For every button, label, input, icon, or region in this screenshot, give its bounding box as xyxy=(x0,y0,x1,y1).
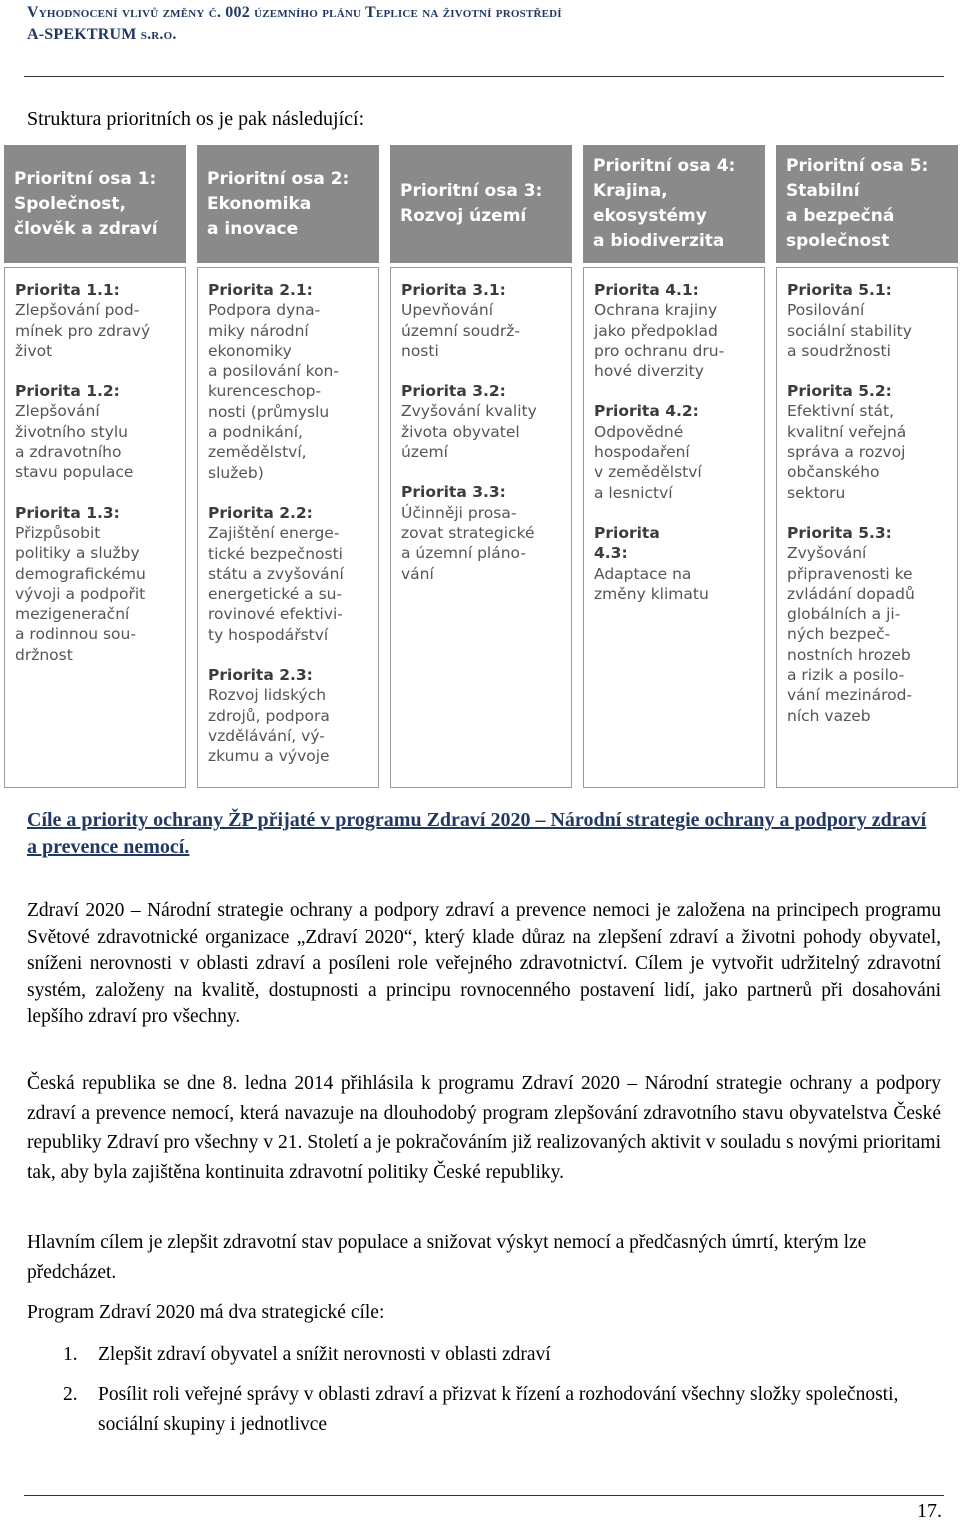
priority-title: Priorita 2.3: xyxy=(208,666,313,685)
axis-priorities xyxy=(390,267,572,788)
page-number: 17. xyxy=(917,1500,942,1522)
priority-text: Rozvoj lidských zdrojů, podpora vzdělávání, vý- zkumu a vývoje xyxy=(208,686,330,766)
priority-title: Priorita 5.1: xyxy=(787,281,892,299)
axis-header-line: a bezpečná xyxy=(786,206,895,226)
axis-header xyxy=(583,145,765,263)
paragraph-4: Program Zdraví 2020 má dva strategické cíle: xyxy=(27,1302,385,1323)
axis-header-line: Společnost, xyxy=(14,193,127,214)
section-title: Cíle a priority ochrany ŽP přijaté v programu Zdraví 2020 – Národní strategie ochrany a podpory zdraví a prevence nemocí. xyxy=(27,809,927,858)
priority-text: Přizpůsobit politiky a služby demografickému vývoji a podpořit mezigenerační a rodinnou sou- držnost xyxy=(15,523,146,664)
list-item xyxy=(27,1380,941,1440)
priority-title: Priorita 2.2: xyxy=(208,503,313,522)
priority-item xyxy=(787,280,949,361)
priority-title: Priorita 2.1: xyxy=(208,281,313,299)
priority-item xyxy=(401,482,563,583)
priority-text: Ochrana krajiny jako předpoklad pro ochranu dru- hové diverzity xyxy=(594,301,725,381)
paragraph-3: Hlavním cílem je zlepšit zdravotní stav populace a snižovat výskyt nemocí a předčasných úmrtí, kterým lze předcházet. xyxy=(27,1232,867,1283)
axis-header-line: a inovace xyxy=(207,218,299,239)
axis-column xyxy=(583,145,765,790)
paragraph-2: Česká republika se dne 8. ledna 2014 přihlásila k programu Zdraví 2020 – Národní strategie ochrany a podpory zdraví a prevence nemocí, která navazuje na dlouhodobý program zlepšování zdravotního stavu obyvatelstva České republiky Zdraví pro všechny v 21. Století a je pokračováním již realizovaných aktivit v souladu s novými prioritami tak, aby byla zajištěna kontinuita zdravotní politiky České republiky. xyxy=(27,1073,941,1183)
priority-axes-diagram xyxy=(4,145,956,790)
axis-header-line: ekosystémy xyxy=(593,206,707,226)
priority-title: Priorita 3.1: xyxy=(401,281,506,299)
axis-column xyxy=(197,145,379,790)
priority-text: Odpovědné hospodaření v zemědělství a lesnictví xyxy=(594,422,702,502)
priority-item xyxy=(594,280,756,381)
priority-item xyxy=(787,381,949,503)
axis-header xyxy=(776,145,958,263)
priority-title: Priorita 3.2: xyxy=(401,382,506,401)
axis-column xyxy=(776,145,958,790)
axis-header-line: Prioritní osa 5: xyxy=(786,156,929,176)
priority-text: Adaptace na změny klimatu xyxy=(594,564,709,603)
priority-item xyxy=(594,401,756,502)
axis-header xyxy=(197,145,379,263)
axis-column xyxy=(4,145,186,790)
priority-title: Priorita 3.3: xyxy=(401,483,506,502)
axis-column xyxy=(390,145,572,790)
page-header xyxy=(27,2,947,46)
axis-priorities xyxy=(583,267,765,788)
priority-item xyxy=(15,280,177,361)
footer-divider xyxy=(24,1495,944,1496)
priority-text: Zajištění energe- tické bezpečnosti státu a zvyšování energetické a su- rovinové efektivi- ty hospodářství xyxy=(208,524,344,644)
priority-title: Priorita 5.3: xyxy=(787,523,892,542)
axis-header-line: Prioritní osa 2: xyxy=(207,168,350,189)
axis-header-line: Rozvoj území xyxy=(400,206,527,226)
priority-item xyxy=(15,503,177,665)
intro-text: Struktura prioritních os je pak následující: xyxy=(27,108,365,130)
priority-title: Priorita 1.3: xyxy=(15,503,120,522)
axis-header-line: Krajina, xyxy=(593,181,668,201)
paragraph-1: Zdraví 2020 – Národní strategie ochrany a podpory zdraví a prevence nemoci je založena na principech programu Světové zdravotnické organizace „Zdraví 2020“, který klade důraz na zlepšení zdraví a životni pohody obyvatel, sníženi nerovnosti v oblasti zdraví a posíleni role veřejného zdravotnictví. Cílem je vytvořit udržitelný zdravotní systém, založeny na kvalitě, dostupnosti a principu rovnocenného postavení lidí, jako partnerů při dosahováni lepšího zdraví pro všechny. xyxy=(27,900,941,1028)
axis-header-line: Prioritní osa 1: xyxy=(14,168,157,189)
priority-item xyxy=(787,523,949,726)
axis-header-line: a biodiverzita xyxy=(593,231,725,251)
priority-title: Priorita 1.2: xyxy=(15,382,120,401)
priority-text: Podpora dyna- miky národní ekonomiky a posilování kon- kurenceschop- nosti (průmyslu a podnikání, zemědělství, služeb) xyxy=(208,301,339,482)
priority-title: Priorita 4.3: xyxy=(594,523,660,563)
header-company: A-SPEKTRUM s.r.o. xyxy=(27,26,177,43)
priority-item xyxy=(208,280,370,483)
axis-priorities xyxy=(4,267,186,788)
list-number: 2. xyxy=(63,1384,78,1405)
list-item xyxy=(27,1340,941,1370)
strategic-goals-list xyxy=(27,1340,941,1450)
axis-header-line: Ekonomika xyxy=(207,193,312,214)
priority-text: Upevňování územní soudrž- nosti xyxy=(401,301,520,360)
axis-header xyxy=(390,145,572,263)
header-title: Vyhodnocení vlivů změny č. 002 územního plánu Teplice na životní prostředí xyxy=(27,4,562,21)
priority-title: Priorita 4.1: xyxy=(594,281,699,299)
axis-header-line: Prioritní osa 3: xyxy=(400,181,543,201)
priority-item xyxy=(401,381,563,462)
axis-header-line: společnost xyxy=(786,231,890,251)
priority-text: Zlepšování životního stylu a zdravotního stavu populace xyxy=(15,402,134,482)
list-text: Zlepšit zdraví obyvatel a snížit nerovnosti v oblasti zdraví xyxy=(98,1344,551,1365)
priority-title: Priorita 1.1: xyxy=(15,281,120,299)
priority-item xyxy=(594,523,756,604)
list-text: Posílit roli veřejné správy v oblasti zdraví a přizvat k řízení a rozhodování všechny složky společnosti, sociální skupiny i jednotlivce xyxy=(98,1384,899,1435)
priority-title: Priorita 4.2: xyxy=(594,402,699,421)
priority-text: Zlepšování pod- mínek pro zdravý život xyxy=(15,301,151,360)
axis-header-line: člověk a zdraví xyxy=(14,218,158,239)
priority-text: Zvyšování připravenosti ke zvládání dopadů globálních a ji- ných bezpeč- nostních hrozeb a rizik a posilo- vání mezinárod- ních vazeb xyxy=(787,544,915,725)
axis-priorities xyxy=(197,267,379,788)
priority-text: Účinněji prosa- zovat strategické a územní pláno- vání xyxy=(401,503,535,583)
priority-text: Posilování sociální stability a soudržnosti xyxy=(787,301,912,360)
priority-text: Efektivní stát, kvalitní veřejná správa a rozvoj občanského sektoru xyxy=(787,402,907,502)
priority-item xyxy=(401,280,563,361)
priority-item xyxy=(15,381,177,482)
list-number: 1. xyxy=(63,1344,78,1365)
priority-title: Priorita 5.2: xyxy=(787,382,892,401)
priority-item xyxy=(208,665,370,766)
axis-header-line: Stabilní xyxy=(786,181,860,201)
axis-header xyxy=(4,145,186,263)
axis-header-line: Prioritní osa 4: xyxy=(593,156,736,176)
header-divider xyxy=(24,76,944,77)
priority-text: Zvyšování kvality života obyvatel území xyxy=(401,402,537,462)
priority-item xyxy=(208,503,370,645)
axis-priorities xyxy=(776,267,958,788)
